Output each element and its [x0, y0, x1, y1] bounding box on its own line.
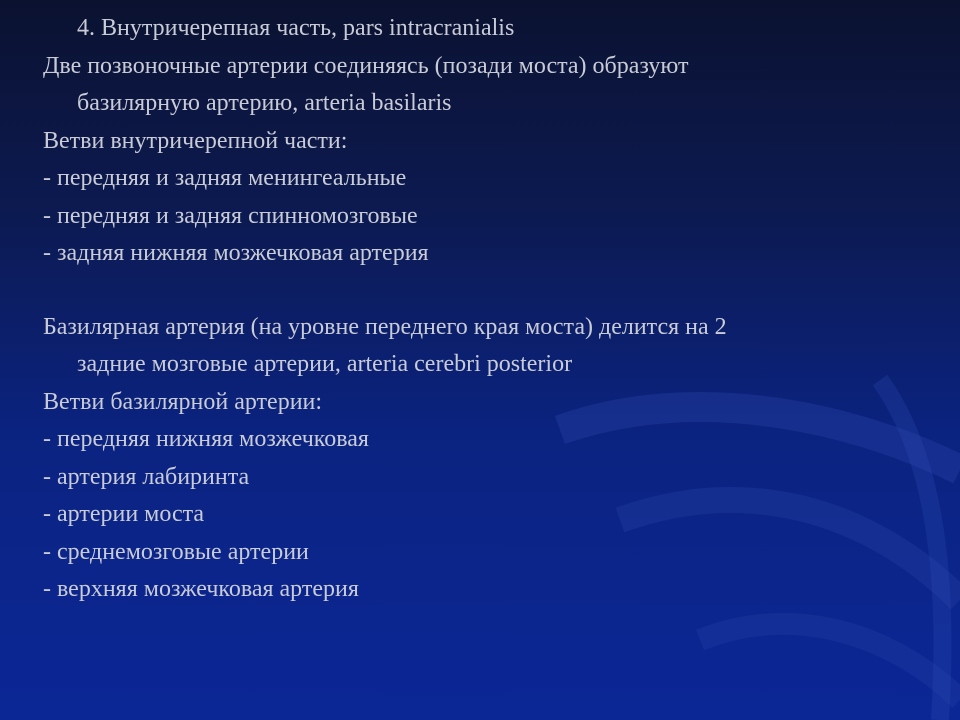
slide-body — [43, 10, 943, 609]
branches-heading: Ветви базилярной артерии: — [43, 388, 323, 415]
list-item: - артерия лабиринта — [43, 463, 250, 490]
list-item: - передняя нижняя мозжечковая — [43, 426, 369, 452]
paragraph-line-continued: задние мозговые артерии, arteria cerebri posterior — [77, 351, 573, 377]
list-item: - задняя нижняя мозжечковая артерия — [43, 240, 429, 266]
branches-heading: Ветви внутричерепной части: — [43, 127, 348, 154]
list-item: - верхняя мозжечковая артерия — [43, 576, 359, 602]
list-item: - передняя и задняя спинномозговые — [43, 202, 418, 229]
paragraph-line: Базилярная артерия (на уровне переднего края моста) делится на 2 — [43, 313, 727, 340]
paragraph-line: Две позвоночные артерии соединяясь (позади моста) образуют — [43, 52, 689, 79]
list-item: - артерии моста — [43, 501, 205, 527]
paragraph-line-continued: базилярную артерию, arteria basilaris — [77, 90, 452, 116]
list-item: - передняя и задняя менингеальные — [43, 165, 407, 191]
spacer — [43, 273, 943, 309]
section-heading: 4. Внутричерепная часть, pars intracranialis — [77, 15, 515, 41]
list-item: - среднемозговые артерии — [43, 538, 309, 565]
